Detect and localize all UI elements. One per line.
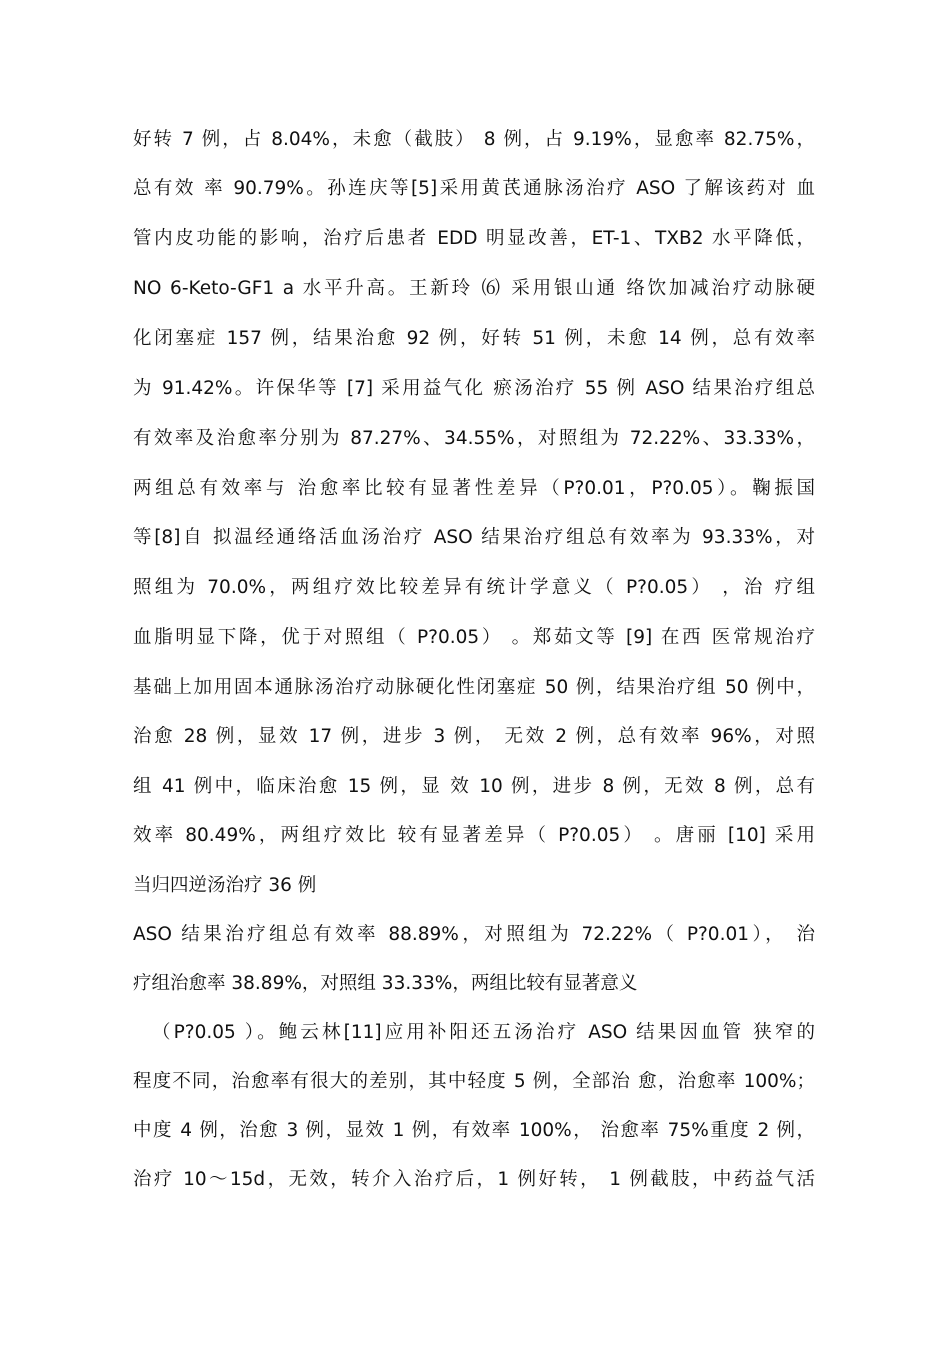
text-line-17: ASO 结果治疗组总有效率 88.89%，对照组为 72.22%（ P?0.01）， 治 bbox=[133, 924, 815, 945]
text-line-7: 有效率及治愈率分别为 87.27%、34.55%，对照组为 72.22%、33.33%， bbox=[133, 428, 815, 449]
text-line-18: 疗组治愈率 38.89%，对照组 33.33%，两组比较有显著意义 bbox=[133, 973, 638, 994]
text-line-5: 化闭塞症 157 例，结果治愈 92 例，好转 51 例，未愈 14 例，总有效率 bbox=[133, 328, 815, 349]
text-line-12: 基础上加用固本通脉汤治疗动脉硬化性闭塞症 50 例，结果治疗组 50 例中， bbox=[133, 677, 815, 698]
text-line-22: 治疗 10〜15d，无效，转介入治疗后，1 例好转， 1 例截肢，中药益气活 bbox=[133, 1169, 815, 1190]
text-line-15: 效率 80.49%，两组疗效比 较有显著差异（ P?0.05） 。唐丽 [10] 采用 bbox=[133, 825, 815, 846]
text-line-4: NO 6-Keto-GF1 a 水平升高。王新玲 ⑹ 采用银山通 络饮加减治疗动脉硬 bbox=[133, 278, 815, 299]
text-line-21: 中度 4 例，治愈 3 例，显效 1 例，有效率 100%， 治愈率 75%重度 2 例， bbox=[133, 1120, 815, 1141]
text-line-14: 组 41 例中，临床治愈 15 例，显 效 10 例，进步 8 例，无效 8 例，总有 bbox=[133, 776, 815, 797]
text-line-6: 为 91.42%。许保华等 [7] 采用益气化 瘀汤治疗 55 例 ASO 结果治疗组总 bbox=[133, 378, 815, 399]
text-line-10: 照组为 70.0%，两组疗效比较差异有统计学意义（ P?0.05） ，治 疗组 bbox=[133, 577, 815, 598]
text-line-8: 两组总有效率与 治愈率比较有显著性差异（P?0.01，P?0.05）。鞠振国 bbox=[133, 478, 815, 499]
text-line-9: 等[8]自 拟温经通络活血汤治疗 ASO 结果治疗组总有效率为 93.33%，对 bbox=[133, 527, 815, 548]
text-line-3: 管内皮功能的影响，治疗后患者 EDD 明显改善，ET-1、TXB2 水平降低， bbox=[133, 228, 815, 249]
text-line-19: （P?0.05 ）。鲍云林[11]应用补阳还五汤治疗 ASO 结果因血管 狭窄的 bbox=[152, 1022, 815, 1043]
text-line-20: 程度不同，治愈率有很大的差别，其中轻度 5 例，全部治 愈，治愈率 100%； bbox=[133, 1071, 815, 1092]
text-line-11: 血脂明显下降，优于对照组（ P?0.05） 。郑茹文等 [9] 在西 医常规治疗 bbox=[133, 627, 815, 648]
text-line-2: 总有效 率 90.79%。孙连庆等[5]采用黄芪通脉汤治疗 ASO 了解该药对 血 bbox=[133, 178, 815, 199]
text-line-13: 治愈 28 例，显效 17 例，进步 3 例， 无效 2 例，总有效率 96%，对照 bbox=[133, 726, 815, 747]
text-line-1: 好转 7 例，占 8.04%，未愈（截肢） 8 例，占 9.19%，显愈率 82.75%， bbox=[133, 129, 815, 150]
text-line-16: 当归四逆汤治疗 36 例 bbox=[133, 875, 317, 896]
